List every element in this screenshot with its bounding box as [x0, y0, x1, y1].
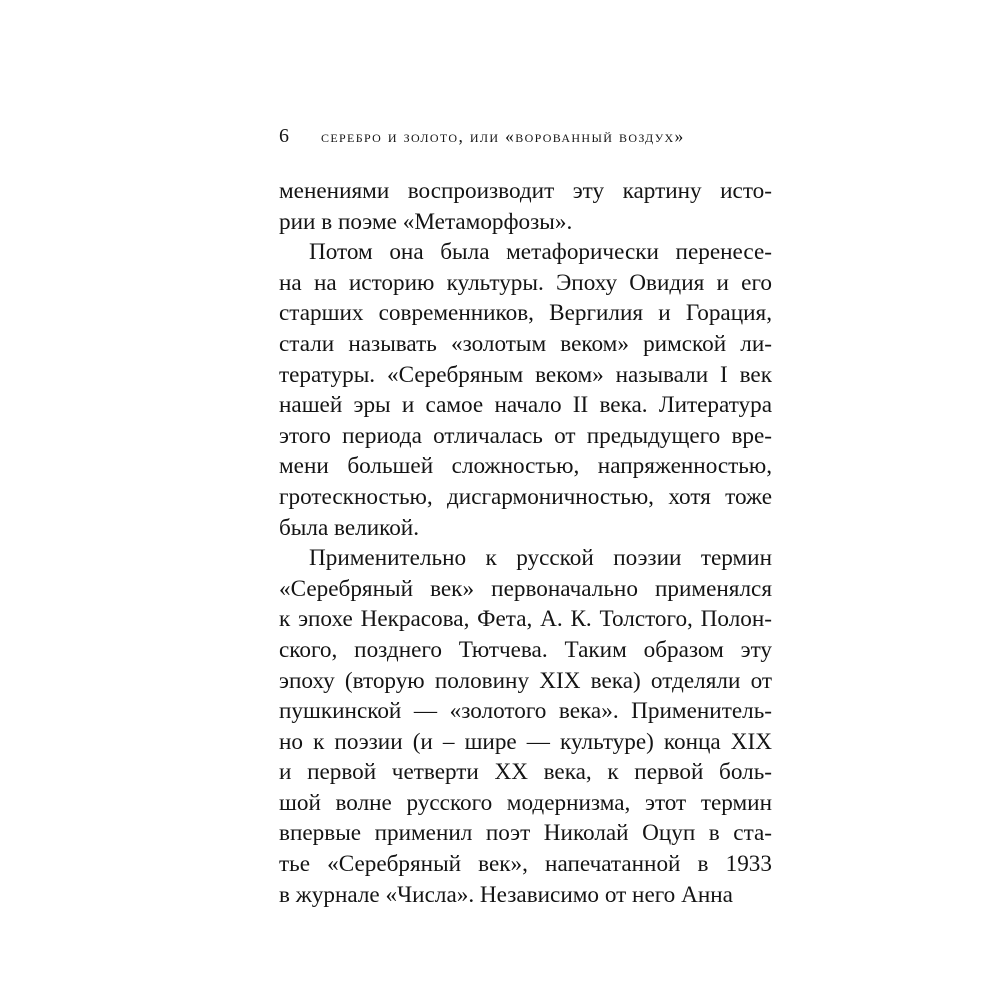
body-text-block: [279, 176, 772, 910]
text-line: стали называть «золотым веком» римской ли-: [279, 330, 772, 357]
text-line: нашей эры и самое начало II века. Литература: [279, 392, 772, 419]
text-line: на на историю культуры. Эпоху Овидия и его: [279, 269, 772, 296]
text-line: этого периода отличалась от предыдущего вре-: [279, 422, 772, 449]
text-line: мени большей сложностью, напряженностью,: [279, 453, 772, 480]
text-line: ского, позднего Тютчева. Таким образом эту: [279, 636, 772, 663]
running-head-title: серебро и золото, или «ворованный воздух»: [321, 126, 685, 146]
text-line: тье «Серебряный век», напечатанной в 1933: [279, 851, 772, 878]
paragraph-silver-age: [279, 543, 772, 910]
text-line: рии в поэме «Метаморфозы».: [279, 208, 573, 235]
text-line: старших современников, Вергилия и Горация,: [279, 300, 772, 327]
text-line: в журнале «Числа». Независимо от него Анна: [279, 881, 733, 908]
paragraph-ovid: [279, 237, 772, 543]
paragraph-continuation: [279, 176, 772, 237]
text-line: Применительно к русской поэзии термин: [309, 545, 772, 572]
text-line: но к поэзии (и – шире — культуре) конца XIX: [279, 728, 772, 755]
text-line: впервые применил поэт Николай Оцуп в ста-: [279, 820, 772, 847]
text-line: «Серебряный век» первоначально применялся: [279, 575, 772, 602]
page-number: 6: [279, 125, 289, 147]
text-line: к эпохе Некрасова, Фета, А. К. Толстого, Полон-: [279, 606, 772, 633]
text-line: шой волне русского модернизма, этот термин: [279, 789, 772, 816]
text-line: была великой.: [279, 514, 420, 541]
running-head: [279, 126, 771, 156]
text-line: Потом она была метафорически перенесе-: [309, 239, 772, 266]
text-line: эпоху (вторую половину XIX века) отделяли от: [279, 667, 772, 694]
text-line: и первой четверти XX века, к первой боль-: [279, 759, 772, 786]
text-line: гротескностью, дисгармоничностью, хотя тоже: [279, 483, 772, 510]
text-line: менениями воспроизводит эту картину исто-: [279, 178, 772, 204]
text-line: тературы. «Серебряным веком» называли I век: [279, 361, 772, 388]
text-line: пушкинской — «золотого века». Применитель-: [279, 698, 772, 725]
